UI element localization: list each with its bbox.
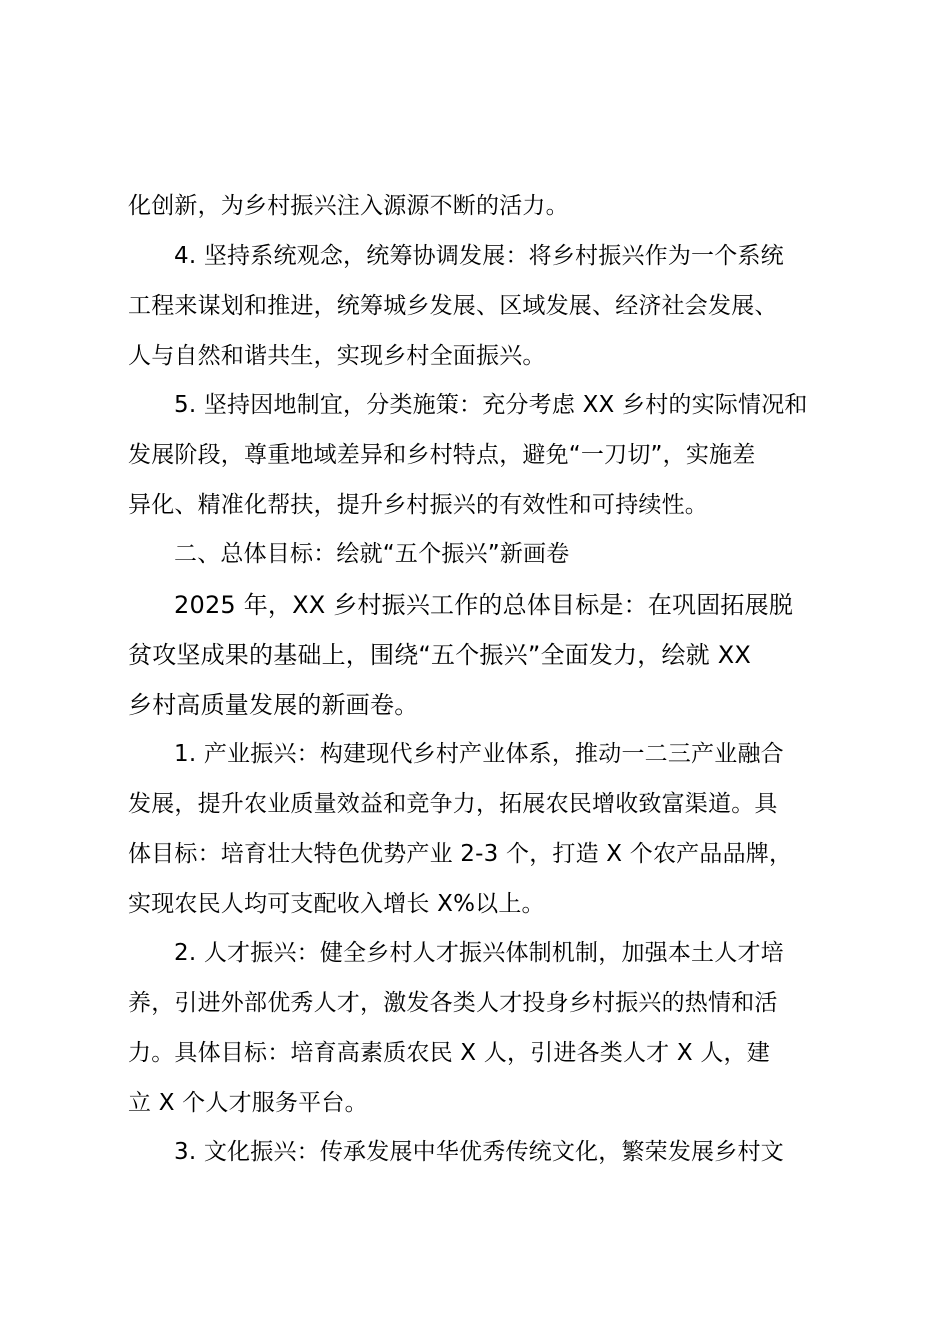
text-line: 5. 坚持因地制宜，分类施策：充分考虑 XX 乡村的实际情况和 [174, 392, 808, 418]
text-line: 力。具体目标：培育高素质农民 X 人，引进各类人才 X 人，建 [128, 1040, 770, 1066]
text-line: 2025 年，XX 乡村振兴工作的总体目标是：在巩固拓展脱 [174, 591, 794, 619]
text-line: 立 X 个人才服务平台。 [128, 1090, 368, 1116]
text-line: 工程来谋划和推进，统筹城乡发展、区域发展、经济社会发展、 [128, 293, 778, 319]
text-line: 2. 人才振兴：健全乡村人才振兴体制机制，加强本土人才培 [174, 940, 784, 966]
paragraph-industry-revitalization [128, 729, 832, 929]
text-line: 发展，提升农业质量效益和竞争力，拓展农民增收致富渠道。具 [128, 791, 778, 817]
paragraph-principle-4 [128, 231, 832, 381]
text-line: 异化、精准化帮扶，提升乡村振兴的有效性和可持续性。 [128, 492, 708, 518]
text-line: 人与自然和谐共生，实现乡村全面振兴。 [128, 343, 546, 369]
paragraph-overall-goal [128, 580, 832, 730]
text-line: 发展阶段，尊重地域差异和乡村特点，避免“一刀切”，实施差 [128, 442, 756, 468]
text-line: 贫攻坚成果的基础上，围绕“五个振兴”全面发力，绘就 XX [128, 641, 751, 669]
text-line: 体目标：培育壮大特色优势产业 2-3 个，打造 X 个农产品品牌， [128, 841, 793, 867]
text-line: 1. 产业振兴：构建现代乡村产业体系，推动一二三产业融合 [174, 741, 784, 767]
paragraph-talent-revitalization [128, 928, 832, 1128]
text-line: 实现农民人均可支配收入增长 X%以上。 [128, 891, 545, 917]
text-line: 3. 文化振兴：传承发展中华优秀传统文化，繁荣发展乡村文 [174, 1139, 784, 1165]
paragraph-innovation-end [128, 181, 832, 231]
paragraph-culture-revitalization [128, 1127, 832, 1177]
paragraph-principle-5 [128, 380, 832, 530]
text-line: 养，引进外部优秀人才，激发各类人才投身乡村振兴的热情和活 [128, 990, 778, 1016]
section-heading-overall-goal [128, 529, 832, 579]
text-line: 二、总体目标：绘就“五个振兴”新画卷 [174, 541, 570, 567]
text-line: 化创新，为乡村振兴注入源源不断的活力。 [128, 193, 569, 219]
text-line: 乡村高质量发展的新画卷。 [128, 691, 419, 719]
text-line: 4. 坚持系统观念，统筹协调发展：将乡村振兴作为一个系统 [174, 243, 784, 269]
